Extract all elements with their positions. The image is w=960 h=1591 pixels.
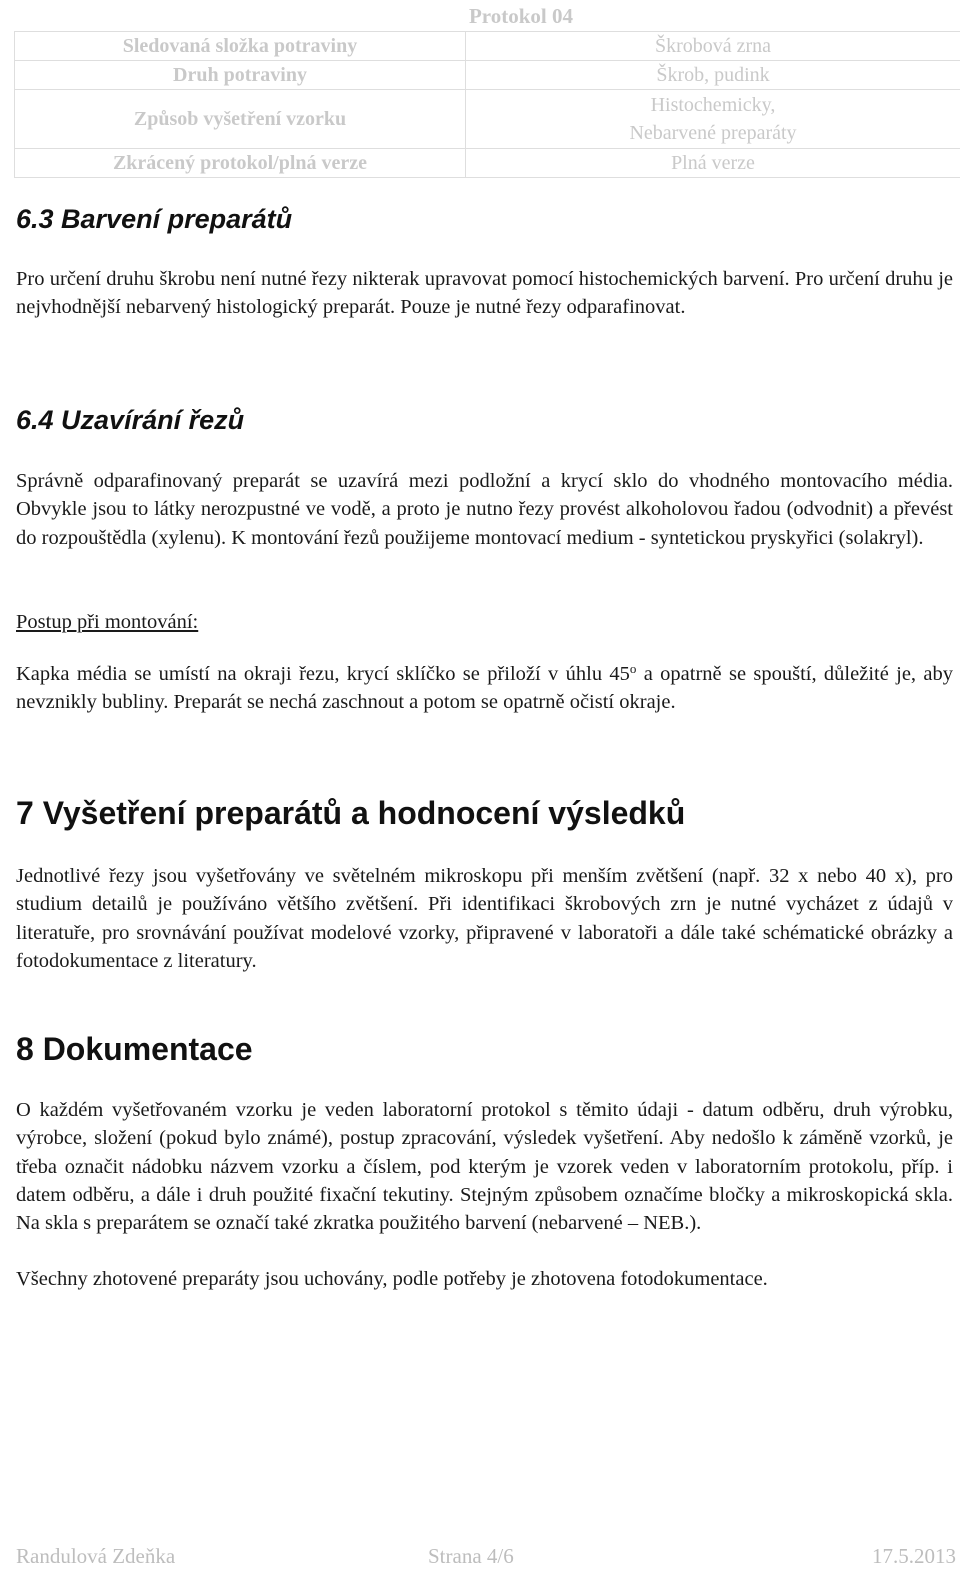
header-label: Zkrácený protokol/plná verze	[15, 149, 466, 178]
montovani-text-a: Kapka média se umístí na okraji řezu, krycí sklíčko se přiloží v úhlu 45	[16, 663, 630, 685]
protocol-title: Protokol 04	[468, 4, 574, 28]
footer-date: 17.5.2013	[872, 1544, 956, 1568]
header-value: Škrob, pudink	[466, 61, 960, 90]
montovani-text-b: a opatrně se spouští, důležité je, aby nevznikly bubliny. Preparát se nechá zaschnout a potom se opatrně očistí okraje.	[16, 663, 953, 714]
protocol-header-table	[14, 31, 960, 178]
header-row	[15, 90, 960, 149]
section-heading-6-3: 6.3 Barvení preparátů	[16, 204, 293, 234]
section-text-6-3: Pro určení druhu škrobu není nutné řezy nikterak upravovat pomocí histochemických barvení. Pro určení druhu je nejvhodnější nebarvený histologický preparát. Pouze je nutné řezy odparafinovat.	[16, 268, 953, 319]
section-heading-8: 8 Dokumentace	[16, 1031, 253, 1067]
footer-page-number: Strana 4/6	[428, 1544, 514, 1568]
section-text-montovani	[16, 655, 953, 717]
header-label: Sledovaná složka potraviny	[15, 32, 466, 61]
section-heading-7: 7 Vyšetření preparátů a hodnocení výsledků	[16, 795, 686, 831]
section-text-8: O každém vyšetřovaném vzorku je veden laboratorní protokol s těmito údaji - datum odběru, druh výrobku, výrobce, složení (pokud bylo známé), postup zpracování, výsledek vyšetření. Aby nedošlo k záměně vzorků, je třeba označit nádobku názvem vzorku a číslem, pod kterým je vzorek veden v laboratorním protokolu, příp. i datem odběru, a dále i druh použité fixační tekutiny. Stejným způsobem označíme bločky a mikroskopická skla. Na skla s preparátem se označí také zkratka použitého barvení (nebarvené – NEB.).	[16, 1099, 953, 1235]
degree-mark: o	[629, 661, 637, 676]
header-row	[15, 61, 960, 90]
header-value: Škrobová zrna	[466, 32, 960, 61]
header-row	[15, 32, 960, 61]
footer-author: Randulová Zdeňka	[16, 1544, 176, 1568]
section-text-8-final: Všechny zhotovené preparáty jsou uchovány, podle potřeby je zhotovena fotodokumentace.	[16, 1268, 768, 1290]
section-heading-6-4: 6.4 Uzavírání řezů	[16, 405, 245, 435]
header-value-multiline	[466, 90, 960, 149]
section-text-6-4: Správně odparafinovaný preparát se uzavírá mezi podložní a krycí sklo do vhodného montovacího média. Obvykle jsou to látky nerozpustné ve vodě, a proto je nutno řezy provést alkoholovou řadou (odvodnit) a převést do rozpouštědla (xylenu). K montování řezů použijeme montovací medium - syntetickou pryskyřici (solakryl).	[16, 470, 953, 549]
header-label: Způsob vyšetření vzorku	[15, 90, 466, 149]
header-value-line1: Histochemicky,	[650, 94, 776, 116]
section-subheading-montovani: Postup při montování:	[16, 611, 199, 633]
header-label: Druh potraviny	[15, 61, 466, 90]
header-value: Plná verze	[466, 149, 960, 178]
header-row	[15, 149, 960, 178]
header-value-line2: Nebarvené preparáty	[629, 122, 797, 144]
section-text-7: Jednotlivé řezy jsou vyšetřovány ve světelném mikroskopu při menším zvětšení (např. 32 x nebo 40 x), pro studium detailů je používáno většího zvětšení. Při identifikaci škrobových zrn je nutné vycházet z údajů v literatuře, pro srovnávání používat modelové vzorky, připravené v laboratoři a dále také schématické obrázky a fotodokumentace z literatury.	[16, 865, 953, 972]
page-footer	[16, 1544, 956, 1574]
